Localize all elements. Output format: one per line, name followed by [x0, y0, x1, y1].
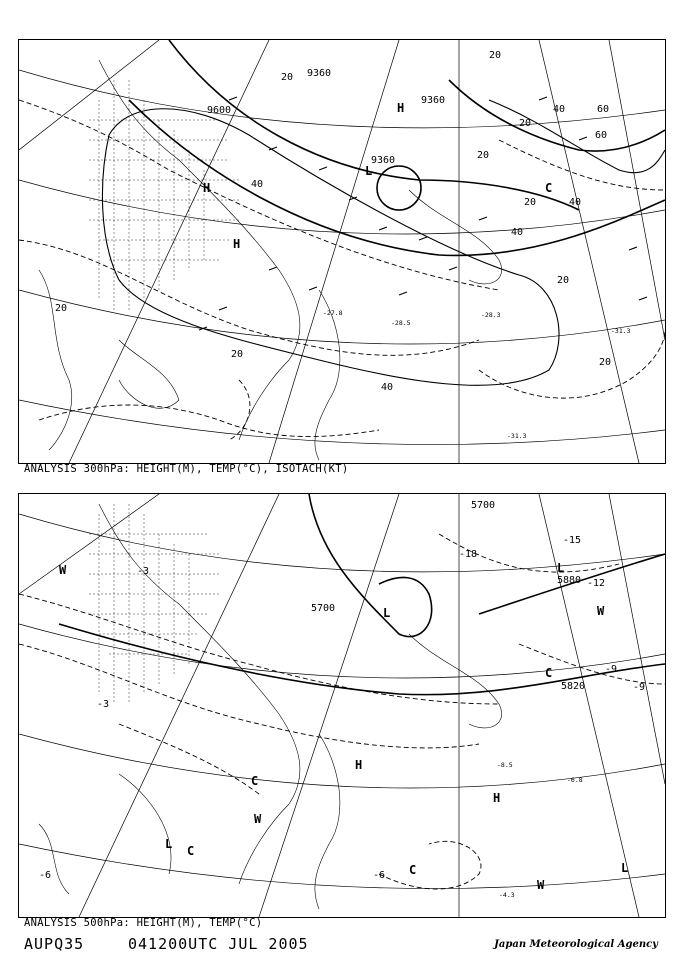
station-temp: -28.3: [481, 311, 501, 319]
isotach-label: 20: [599, 357, 612, 368]
isotach-label: 40: [553, 104, 566, 115]
height-label: 5880: [557, 575, 582, 586]
temp-label: -12: [587, 578, 606, 589]
isotach-label: 20: [55, 303, 68, 314]
bulletin-code: AUPQ35: [24, 935, 85, 953]
isotach-contours: [102, 100, 665, 385]
isotach-label: 20: [519, 118, 532, 129]
height-contours: [59, 494, 665, 695]
graticule: [19, 494, 665, 917]
agency-name: Japan Meteorological Agency: [494, 939, 658, 950]
temp-label: -9: [605, 664, 618, 675]
center-marker: L: [365, 164, 373, 178]
map-300hpa-canvas: [19, 40, 665, 463]
wind-barb: [449, 267, 457, 270]
caption-300hpa: ANALYSIS 300hPa: HEIGHT(M), TEMP(°C), ISOTACH(KT): [24, 463, 349, 475]
center-marker: C: [251, 774, 259, 788]
center-marker: H: [233, 237, 241, 251]
temp-labels: [39, 535, 645, 881]
station-temp: -27.8: [323, 309, 343, 317]
hatched-area: [89, 504, 219, 704]
center-marker: L: [165, 837, 173, 851]
isotach-label: 40: [569, 197, 582, 208]
wind-barb: [579, 137, 587, 140]
wind-barb: [269, 267, 277, 270]
height-contours: [129, 40, 665, 255]
station-temp: -4.3: [499, 891, 515, 899]
center-marker: H: [493, 791, 501, 805]
center-marker: W: [254, 812, 262, 826]
center-marker: W: [597, 604, 605, 618]
isotach-label: 20: [489, 50, 502, 61]
station-temp: -31.3: [611, 327, 631, 335]
center-marker: L: [383, 606, 391, 620]
station-temps: [323, 309, 631, 440]
center-marker: H: [355, 758, 363, 772]
center-marker: L: [557, 561, 565, 575]
station-temp: -31.3: [507, 432, 527, 440]
isotach-label: 20: [524, 197, 537, 208]
isotach-label: 20: [477, 150, 490, 161]
height-label: 9360: [421, 95, 446, 106]
temp-label: -6: [39, 870, 52, 881]
temp-label: -18: [459, 549, 478, 560]
center-marker: H: [203, 181, 211, 195]
center-marker: W: [59, 563, 67, 577]
map-300hpa: [18, 39, 666, 464]
station-temp: -28.5: [391, 319, 411, 327]
analysis-time: 041200UTC JUL 2005: [128, 935, 309, 953]
wind-barb: [309, 287, 317, 290]
wind-barb: [229, 97, 237, 100]
isotach-label: 20: [281, 72, 294, 83]
graticule: [19, 40, 665, 463]
temp-label: -3: [97, 699, 110, 710]
station-temp: -8.5: [497, 761, 513, 769]
height-label: 9360: [371, 155, 396, 166]
isotach-label: 60: [597, 104, 610, 115]
map-500hpa-canvas: [19, 494, 665, 917]
isotach-label: 40: [251, 179, 264, 190]
wind-barb: [219, 307, 227, 310]
map-500hpa: [18, 493, 666, 918]
wind-barb: [539, 97, 547, 100]
wind-barb: [629, 247, 637, 250]
wind-barb: [639, 297, 647, 300]
height-label: 5700: [471, 500, 496, 511]
temp-label: -15: [563, 535, 582, 546]
isotach-label: 20: [557, 275, 570, 286]
wind-barb: [399, 292, 407, 295]
temp-label: -6: [373, 870, 386, 881]
temp-label: -9: [633, 682, 646, 693]
wind-barb: [479, 217, 487, 220]
wind-barb: [419, 237, 427, 240]
caption-500hpa: ANALYSIS 500hPa: HEIGHT(M), TEMP(°C): [24, 917, 263, 929]
temp-contours: [19, 100, 665, 440]
pressure-centers: [59, 561, 628, 892]
station-temp: -6.8: [567, 776, 583, 784]
center-marker: C: [545, 181, 553, 195]
temp-label: -3: [137, 566, 150, 577]
temp-contours: [19, 534, 665, 889]
center-marker: C: [545, 666, 553, 680]
center-marker: C: [187, 844, 195, 858]
center-marker: H: [397, 101, 405, 115]
wind-barb: [379, 227, 387, 230]
isotach-label: 40: [511, 227, 524, 238]
pressure-centers: [203, 101, 552, 251]
center-marker: C: [409, 863, 417, 877]
isotach-label: 60: [595, 130, 608, 141]
height-label: 5700: [311, 603, 336, 614]
height-label: 5820: [561, 681, 586, 692]
center-marker: L: [621, 861, 629, 875]
height-label: 9600: [207, 105, 232, 116]
isotach-label: 40: [381, 382, 394, 393]
wind-barb: [319, 167, 327, 170]
center-marker: W: [537, 878, 545, 892]
isotach-label: 20: [231, 349, 244, 360]
height-label: 9360: [307, 68, 332, 79]
